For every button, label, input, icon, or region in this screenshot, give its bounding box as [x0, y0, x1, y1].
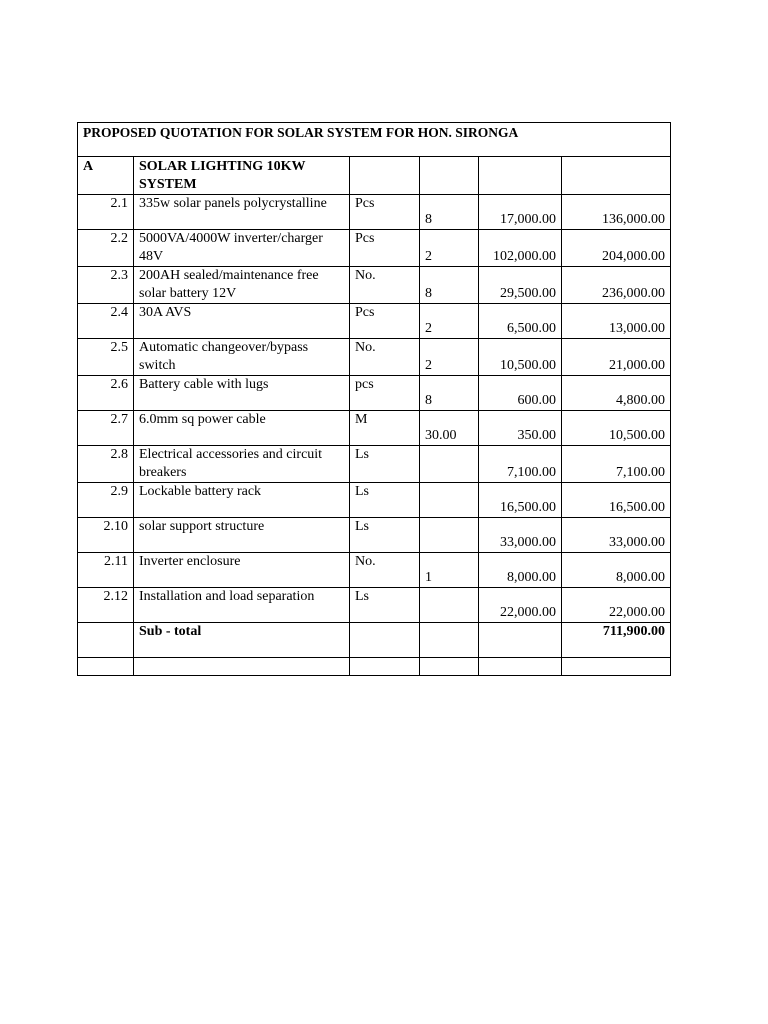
table-row: [78, 230, 671, 267]
item-quantity: [420, 518, 479, 553]
item-quantity: 2: [420, 304, 479, 339]
item-amount: 13,000.00: [562, 304, 671, 339]
item-number: 2.2: [78, 230, 134, 267]
empty-cell: [134, 658, 350, 676]
item-rate: 600.00: [479, 376, 562, 411]
item-rate: 7,100.00: [479, 446, 562, 483]
item-unit: No.: [350, 267, 420, 304]
item-rate: 10,500.00: [479, 339, 562, 376]
item-number: 2.12: [78, 588, 134, 623]
item-unit: No.: [350, 553, 420, 588]
item-description: 30A AVS: [134, 304, 350, 339]
item-rate: 350.00: [479, 411, 562, 446]
item-amount: 16,500.00: [562, 483, 671, 518]
item-rate: 102,000.00: [479, 230, 562, 267]
table-row: [78, 267, 671, 304]
title-row: [78, 123, 671, 157]
item-rate: 6,500.00: [479, 304, 562, 339]
empty-cell: [479, 658, 562, 676]
item-rate: 17,000.00: [479, 195, 562, 230]
item-amount: 7,100.00: [562, 446, 671, 483]
item-quantity: 2: [420, 339, 479, 376]
item-unit: Ls: [350, 483, 420, 518]
item-unit: pcs: [350, 376, 420, 411]
item-amount: 33,000.00: [562, 518, 671, 553]
quotation-table: [77, 122, 671, 676]
item-unit: Pcs: [350, 230, 420, 267]
item-description: Automatic changeover/bypass switch: [134, 339, 350, 376]
section-code: A: [78, 157, 134, 195]
empty-cell: [420, 623, 479, 658]
item-unit: M: [350, 411, 420, 446]
table-row: [78, 446, 671, 483]
empty-cell: [420, 658, 479, 676]
item-number: 2.9: [78, 483, 134, 518]
empty-cell: [78, 658, 134, 676]
item-quantity: 8: [420, 376, 479, 411]
item-description: 200AH sealed/maintenance free solar battery 12V: [134, 267, 350, 304]
item-amount: 8,000.00: [562, 553, 671, 588]
item-description: Electrical accessories and circuit breakers: [134, 446, 350, 483]
item-number: 2.5: [78, 339, 134, 376]
item-quantity: 1: [420, 553, 479, 588]
item-amount: 136,000.00: [562, 195, 671, 230]
table-row: [78, 518, 671, 553]
item-number: 2.11: [78, 553, 134, 588]
item-number: 2.1: [78, 195, 134, 230]
blank-row: [78, 658, 671, 676]
item-description: Battery cable with lugs: [134, 376, 350, 411]
empty-cell: [350, 157, 420, 195]
item-description: 5000VA/4000W inverter/charger 48V: [134, 230, 350, 267]
item-unit: No.: [350, 339, 420, 376]
quotation-sheet: [77, 122, 670, 676]
empty-cell: [562, 658, 671, 676]
item-rate: 22,000.00: [479, 588, 562, 623]
section-name: SOLAR LIGHTING 10KW SYSTEM: [134, 157, 350, 195]
item-description: solar support structure: [134, 518, 350, 553]
item-rate: 33,000.00: [479, 518, 562, 553]
empty-cell: [479, 623, 562, 658]
item-number: 2.6: [78, 376, 134, 411]
table-row: [78, 588, 671, 623]
subtotal-amount: 711,900.00: [562, 623, 671, 658]
item-quantity: [420, 588, 479, 623]
item-amount: 236,000.00: [562, 267, 671, 304]
item-number: 2.3: [78, 267, 134, 304]
item-amount: 22,000.00: [562, 588, 671, 623]
table-row: [78, 553, 671, 588]
item-number: 2.8: [78, 446, 134, 483]
item-unit: Ls: [350, 446, 420, 483]
section-row: [78, 157, 671, 195]
empty-cell: [562, 157, 671, 195]
item-number: 2.10: [78, 518, 134, 553]
item-quantity: 8: [420, 267, 479, 304]
subtotal-row: [78, 623, 671, 658]
item-description: 6.0mm sq power cable: [134, 411, 350, 446]
item-rate: 29,500.00: [479, 267, 562, 304]
item-rate: 8,000.00: [479, 553, 562, 588]
item-unit: Ls: [350, 518, 420, 553]
table-row: [78, 483, 671, 518]
item-description: Lockable battery rack: [134, 483, 350, 518]
item-description: 335w solar panels polycrystalline: [134, 195, 350, 230]
table-row: [78, 376, 671, 411]
table-row: [78, 411, 671, 446]
item-quantity: 30.00: [420, 411, 479, 446]
table-row: [78, 304, 671, 339]
empty-cell: [420, 157, 479, 195]
item-amount: 21,000.00: [562, 339, 671, 376]
item-quantity: 2: [420, 230, 479, 267]
item-quantity: 8: [420, 195, 479, 230]
item-amount: 4,800.00: [562, 376, 671, 411]
item-rate: 16,500.00: [479, 483, 562, 518]
table-row: [78, 339, 671, 376]
item-description: Inverter enclosure: [134, 553, 350, 588]
item-quantity: [420, 446, 479, 483]
document-title: PROPOSED QUOTATION FOR SOLAR SYSTEM FOR HON. SIRONGA: [78, 123, 671, 157]
item-quantity: [420, 483, 479, 518]
item-unit: Ls: [350, 588, 420, 623]
empty-cell: [479, 157, 562, 195]
item-amount: 10,500.00: [562, 411, 671, 446]
item-unit: Pcs: [350, 304, 420, 339]
item-amount: 204,000.00: [562, 230, 671, 267]
item-number: 2.4: [78, 304, 134, 339]
item-description: Installation and load separation: [134, 588, 350, 623]
item-number: 2.7: [78, 411, 134, 446]
empty-cell: [78, 623, 134, 658]
empty-cell: [350, 658, 420, 676]
subtotal-label: Sub - total: [134, 623, 350, 658]
table-row: [78, 195, 671, 230]
empty-cell: [350, 623, 420, 658]
item-unit: Pcs: [350, 195, 420, 230]
